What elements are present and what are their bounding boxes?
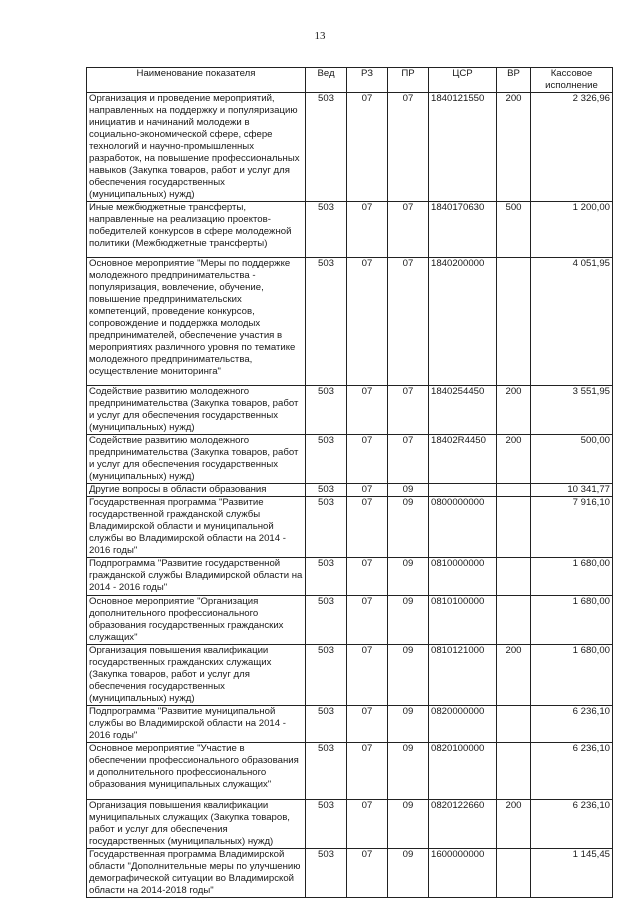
row-amount: 2 326,96 bbox=[531, 93, 613, 202]
row-name: Организация и проведение мероприятий, направленных на поддержку и популяризацию инициатив и начинаний молодежи в социально-экономической сфере, сфере технологий и научно-промышленных разработок, на повышение профессиональных навыков (Закупка товаров, работ и услуг для обеспечения государственных (муниципальных) нужд) bbox=[87, 93, 306, 202]
table-row bbox=[87, 202, 613, 258]
row-ved: 503 bbox=[306, 258, 347, 386]
row-pr: 07 bbox=[388, 435, 429, 484]
row-csr: 0820122660 bbox=[429, 800, 497, 849]
row-csr: 1840170630 bbox=[429, 202, 497, 258]
row-name: Государственная программа Владимирской области "Дополнительные меры по улучшению демографической ситуации во Владимирской области на 2014-2018 годы" bbox=[87, 849, 306, 898]
row-csr: 1840254450 bbox=[429, 386, 497, 435]
row-amount: 1 680,00 bbox=[531, 645, 613, 706]
row-pr: 09 bbox=[388, 706, 429, 743]
row-name: Содействие развитию молодежного предпринимательства (Закупка товаров, работ и услуг для обеспечения государственных (муниципальных) нужд) bbox=[87, 435, 306, 484]
row-vr: 200 bbox=[497, 645, 531, 706]
row-amount: 10 341,77 bbox=[531, 484, 613, 497]
row-csr: 18402R4450 bbox=[429, 435, 497, 484]
row-amount: 1 145,45 bbox=[531, 849, 613, 898]
row-ved: 503 bbox=[306, 202, 347, 258]
row-rz: 07 bbox=[347, 93, 388, 202]
row-vr bbox=[497, 484, 531, 497]
row-pr: 09 bbox=[388, 497, 429, 558]
header-name: Наименование показателя bbox=[87, 68, 306, 93]
row-csr: 0810100000 bbox=[429, 596, 497, 645]
table-row bbox=[87, 849, 613, 898]
row-amount: 7 916,10 bbox=[531, 497, 613, 558]
row-rz: 07 bbox=[347, 484, 388, 497]
row-pr: 07 bbox=[388, 202, 429, 258]
page-number: 13 bbox=[314, 30, 326, 42]
header-vr: ВР bbox=[497, 68, 531, 93]
header-csr: ЦСР bbox=[429, 68, 497, 93]
row-name: Государственная программа "Развитие государственной гражданской службы Владимирской области и муниципальной службы во Владимирской области на 2014 - 2016 годы" bbox=[87, 497, 306, 558]
row-ved: 503 bbox=[306, 596, 347, 645]
row-amount: 1 680,00 bbox=[531, 596, 613, 645]
row-pr: 09 bbox=[388, 558, 429, 596]
row-pr: 09 bbox=[388, 596, 429, 645]
row-ved: 503 bbox=[306, 435, 347, 484]
row-name: Основное мероприятие "Организация дополнительного профессионального образования государственных гражданских служащих" bbox=[87, 596, 306, 645]
table-row bbox=[87, 596, 613, 645]
row-csr: 1600000000 bbox=[429, 849, 497, 898]
table-row bbox=[87, 258, 613, 386]
table-row bbox=[87, 558, 613, 596]
row-pr: 09 bbox=[388, 849, 429, 898]
header-amount: Кассовое исполнение bbox=[531, 68, 613, 93]
row-pr: 09 bbox=[388, 645, 429, 706]
row-amount: 3 551,95 bbox=[531, 386, 613, 435]
row-pr: 07 bbox=[388, 386, 429, 435]
row-name: Другие вопросы в области образования bbox=[87, 484, 306, 497]
row-name: Подпрограмма "Развитие муниципальной службы во Владимирской области на 2014 - 2016 годы" bbox=[87, 706, 306, 743]
table-row bbox=[87, 497, 613, 558]
header-rz: РЗ bbox=[347, 68, 388, 93]
row-vr bbox=[497, 596, 531, 645]
row-csr: 0820000000 bbox=[429, 706, 497, 743]
row-amount: 4 051,95 bbox=[531, 258, 613, 386]
row-pr: 09 bbox=[388, 484, 429, 497]
row-ved: 503 bbox=[306, 93, 347, 202]
table-row bbox=[87, 93, 613, 202]
row-rz: 07 bbox=[347, 386, 388, 435]
table-row bbox=[87, 800, 613, 849]
row-rz: 07 bbox=[347, 258, 388, 386]
row-pr: 07 bbox=[388, 93, 429, 202]
row-ved: 503 bbox=[306, 645, 347, 706]
row-ved: 503 bbox=[306, 706, 347, 743]
row-name: Содействие развитию молодежного предпринимательства (Закупка товаров, работ и услуг для обеспечения государственных (муниципальных) нужд) bbox=[87, 386, 306, 435]
row-vr: 200 bbox=[497, 93, 531, 202]
row-csr: 1840121550 bbox=[429, 93, 497, 202]
row-amount: 1 680,00 bbox=[531, 558, 613, 596]
row-rz: 07 bbox=[347, 849, 388, 898]
row-name: Организация повышения квалификации государственных гражданских служащих (Закупка товаров, работ и услуг для обеспечения государственных (муниципальных) нужд) bbox=[87, 645, 306, 706]
row-rz: 07 bbox=[347, 645, 388, 706]
row-amount: 6 236,10 bbox=[531, 706, 613, 743]
row-rz: 07 bbox=[347, 743, 388, 800]
row-amount: 500,00 bbox=[531, 435, 613, 484]
row-rz: 07 bbox=[347, 202, 388, 258]
row-vr bbox=[497, 497, 531, 558]
row-rz: 07 bbox=[347, 706, 388, 743]
row-csr: 0820100000 bbox=[429, 743, 497, 800]
row-pr: 09 bbox=[388, 800, 429, 849]
header-ved: Вед bbox=[306, 68, 347, 93]
row-amount: 6 236,10 bbox=[531, 743, 613, 800]
row-vr bbox=[497, 743, 531, 800]
row-csr: 0800000000 bbox=[429, 497, 497, 558]
row-csr bbox=[429, 484, 497, 497]
row-vr: 500 bbox=[497, 202, 531, 258]
table-row bbox=[87, 743, 613, 800]
row-csr: 0810121000 bbox=[429, 645, 497, 706]
header-pr: ПР bbox=[388, 68, 429, 93]
row-name: Организация повышения квалификации муниципальных служащих (Закупка товаров, работ и услуг для обеспечения государственных (муниципальных) нужд) bbox=[87, 800, 306, 849]
table-row bbox=[87, 645, 613, 706]
table-row bbox=[87, 386, 613, 435]
row-vr bbox=[497, 849, 531, 898]
row-vr: 200 bbox=[497, 386, 531, 435]
row-name: Основное мероприятие "Меры по поддержке молодежного предпринимательства - популяризация, вовлечение, обучение, повышение предпринимательских компетенций, проведение конкурсов, сопровождение и поддержка молодых предпринимателей, обеспечение участия в мероприятиях различного уровня по тематике молодежного предпринимательства, осуществление мониторинга" bbox=[87, 258, 306, 386]
row-ved: 503 bbox=[306, 484, 347, 497]
row-amount: 1 200,00 bbox=[531, 202, 613, 258]
budget-execution-table bbox=[86, 67, 613, 898]
row-name: Иные межбюджетные трансферты, направленные на реализацию проектов-победителей конкурсов в сфере молодежной политики (Межбюджетные трансферты) bbox=[87, 202, 306, 258]
row-csr: 1840200000 bbox=[429, 258, 497, 386]
row-rz: 07 bbox=[347, 800, 388, 849]
row-ved: 503 bbox=[306, 849, 347, 898]
row-rz: 07 bbox=[347, 558, 388, 596]
header-row bbox=[87, 68, 613, 93]
row-rz: 07 bbox=[347, 596, 388, 645]
row-vr bbox=[497, 258, 531, 386]
row-ved: 503 bbox=[306, 800, 347, 849]
row-rz: 07 bbox=[347, 435, 388, 484]
row-amount: 6 236,10 bbox=[531, 800, 613, 849]
row-pr: 09 bbox=[388, 743, 429, 800]
row-ved: 503 bbox=[306, 743, 347, 800]
row-csr: 0810000000 bbox=[429, 558, 497, 596]
table-row bbox=[87, 484, 613, 497]
row-rz: 07 bbox=[347, 497, 388, 558]
row-vr: 200 bbox=[497, 435, 531, 484]
row-name: Основное мероприятие "Участие в обеспечении профессионального образования и дополнительного профессионального образования муниципальных служащих" bbox=[87, 743, 306, 800]
row-ved: 503 bbox=[306, 558, 347, 596]
row-vr bbox=[497, 558, 531, 596]
row-vr: 200 bbox=[497, 800, 531, 849]
row-ved: 503 bbox=[306, 497, 347, 558]
table-row bbox=[87, 435, 613, 484]
row-ved: 503 bbox=[306, 386, 347, 435]
row-name: Подпрограмма "Развитие государственной гражданской службы Владимирской области на 2014 - 2016 годы" bbox=[87, 558, 306, 596]
table-row bbox=[87, 706, 613, 743]
row-vr bbox=[497, 706, 531, 743]
row-pr: 07 bbox=[388, 258, 429, 386]
